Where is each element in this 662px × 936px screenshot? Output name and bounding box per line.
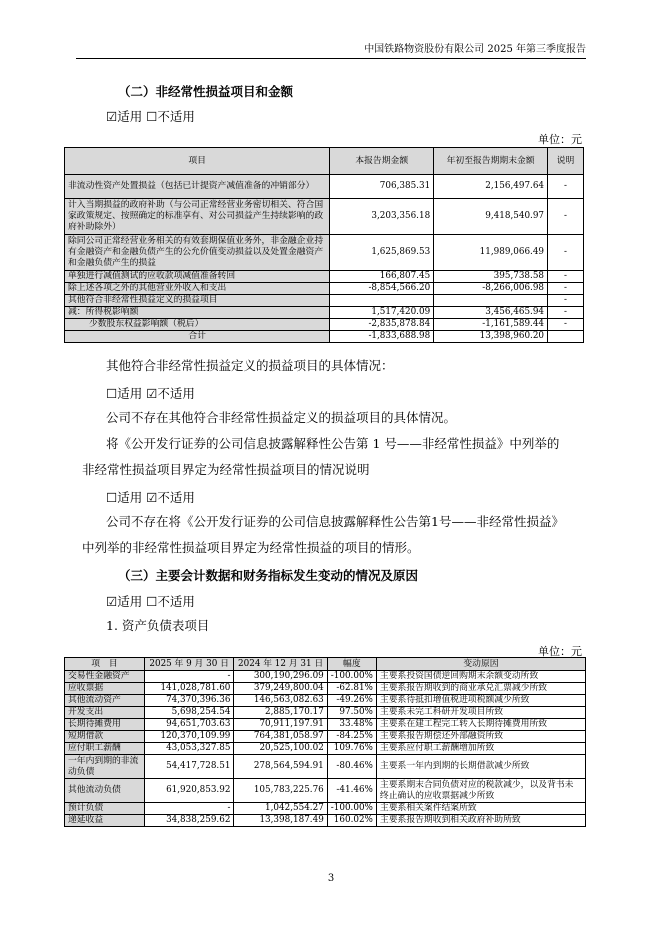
row-ytd: 9,418,540.97: [434, 199, 548, 235]
explain-text-line1: 公司不存在将《公开发行证券的公司信息披露解释性公告第1号——非经常性损益》: [106, 514, 564, 529]
row-ytd: 395,738.58: [434, 271, 548, 283]
row-current: -2,835,878.84: [330, 319, 434, 331]
other-title: 其他符合非经常性损益定义的损益项目的具体情况：: [106, 358, 394, 373]
row-reason: 主要系未完工科研开发项目所致: [376, 707, 585, 719]
row-reason: 主要系相关案件结案所致: [376, 803, 585, 815]
row-name: 其他流动负债: [65, 779, 145, 803]
row-ytd: 11,989,066.49: [434, 235, 548, 271]
row-value-2025: 120,370,109.99: [144, 731, 234, 743]
row-value-2025: 54,417,728.51: [144, 755, 234, 779]
row-note: -: [548, 295, 584, 307]
row-name: 非流动性资产处置损益（包括已计提资产减值准备的冲销部分）: [65, 175, 330, 199]
row-value-2025: 94,651,703.63: [144, 719, 234, 731]
col-header: 项 目: [65, 658, 145, 671]
section3-subtitle: 1. 资产负债表项目: [106, 618, 210, 633]
row-change-pct: -100.00%: [327, 671, 376, 683]
col-header: 2025 年 9 月 30 日: [144, 658, 234, 671]
table-row: [65, 707, 586, 719]
col-header: 项目: [65, 148, 330, 175]
row-name: 应收票据: [65, 683, 145, 695]
row-change-pct: -62.81%: [327, 683, 376, 695]
col-header: 幅度: [327, 658, 376, 671]
page-number: 3: [327, 873, 335, 884]
row-value-2024: 70,911,197.91: [234, 719, 327, 731]
section3-title: （三）主要会计数据和财务指标发生变动的情况及原因: [118, 568, 419, 583]
row-name: 合计: [65, 331, 330, 343]
row-name: 其他符合非经常性损益定义的损益项目: [65, 295, 330, 307]
row-change-pct: 160.02%: [327, 815, 376, 827]
explain-line1: 将《公开发行证券的公司信息披露解释性公告第 1 号——非经常性损益》中列举的: [106, 436, 560, 451]
row-value-2024: 13,398,187.49: [234, 815, 327, 827]
table-row: [65, 779, 586, 803]
table-row: [65, 695, 586, 707]
table-row: [65, 755, 586, 779]
table-row: [65, 175, 584, 199]
table-row: [65, 283, 584, 295]
table-row: [65, 295, 584, 307]
row-reason: 主要系报告期偿还外部融资所致: [376, 731, 585, 743]
row-ytd: 13,398,960.20: [434, 331, 548, 343]
row-note: -: [548, 175, 584, 199]
row-reason: 主要系报告期收到的商业承兑汇票减少所致: [376, 683, 585, 695]
page-header: 中国铁路物资股份有限公司 2025 年第三季度报告: [76, 40, 586, 59]
col-header: 2024 年 12 月 31 日: [234, 658, 327, 671]
row-current: [330, 295, 434, 307]
table-row: [65, 199, 584, 235]
col-header: 本报告期金额: [330, 148, 434, 175]
row-change-pct: 33.48%: [327, 719, 376, 731]
row-name: 一年内到期的非流动负债: [65, 755, 145, 779]
row-reason: 主要系期末合同负债对应的税款减少，以及背书未终止确认的应收票据减少所致: [376, 779, 585, 803]
row-name: 短期借款: [65, 731, 145, 743]
explain-text-line2: 中列举的非经常性损益项目界定为经常性损益的项目的情形。: [82, 540, 420, 555]
section2-applicable: ☑适用 ☐不适用: [106, 109, 195, 124]
col-header: 说明: [548, 148, 584, 175]
table-header-row: [65, 148, 584, 175]
table-row: [65, 683, 586, 695]
row-note: -: [548, 235, 584, 271]
row-change-pct: 109.76%: [327, 743, 376, 755]
row-ytd: [434, 295, 548, 307]
row-value-2024: 20,525,100.02: [234, 743, 327, 755]
table-row: [65, 803, 586, 815]
other-text: 公司不存在其他符合非经常性损益定义的损益项目的具体情况。: [106, 410, 457, 425]
table-row: [65, 719, 586, 731]
row-name: 单独进行减值测试的应收款项减值准备转回: [65, 271, 330, 283]
row-change-pct: -49.26%: [327, 695, 376, 707]
row-name: 递延收益: [65, 815, 145, 827]
table-row: [65, 235, 584, 271]
col-header: 年初至报告期期末金额: [434, 148, 548, 175]
row-name: 除同公司正常经营业务相关的有效套期保值业务外，非金融企业持有金融资产和金融负债产生的公允价值变动损益以及处置金融资产和金融负债产生的损益: [65, 235, 330, 271]
section2-unit: 单位：元: [538, 133, 582, 146]
row-current: 166,807.45: [330, 271, 434, 283]
row-note: -: [548, 199, 584, 235]
row-current: 3,203,356.18: [330, 199, 434, 235]
row-value-2024: 1,042,554.27: [234, 803, 327, 815]
table-header-row: [65, 658, 586, 671]
row-value-2024: 278,564,594.91: [234, 755, 327, 779]
row-value-2025: -: [144, 803, 234, 815]
row-change-pct: -84.25%: [327, 731, 376, 743]
row-current: 1,625,869.53: [330, 235, 434, 271]
row-change-pct: -80.46%: [327, 755, 376, 779]
row-name: 预计负债: [65, 803, 145, 815]
row-current: -1,833,688.98: [330, 331, 434, 343]
row-value-2025: 5,698,254.54: [144, 707, 234, 719]
row-note: -: [548, 319, 584, 331]
row-reason: 主要系报告期收到相关政府补助所致: [376, 815, 585, 827]
section2-title: （二）非经常性损益项目和金额: [118, 84, 294, 99]
row-value-2024: 146,563,082.63: [234, 695, 327, 707]
section3-unit: 单位：元: [538, 645, 582, 658]
row-note: [548, 331, 584, 343]
row-value-2024: 379,249,800.04: [234, 683, 327, 695]
explain-applicable: ☐适用 ☑不适用: [106, 490, 195, 505]
row-current: -8,854,566.20: [330, 283, 434, 295]
row-note: -: [548, 271, 584, 283]
table-row: [65, 731, 586, 743]
table-row: [65, 319, 584, 331]
table-row: [65, 815, 586, 827]
row-change-pct: 97.50%: [327, 707, 376, 719]
explain-line2: 非经常性损益项目界定为经常性损益项目的情况说明: [82, 462, 370, 477]
row-ytd: -1,161,589.44: [434, 319, 548, 331]
row-value-2025: 141,028,781.60: [144, 683, 234, 695]
row-name: 计入当期损益的政府补助（与公司正常经营业务密切相关、符合国家政策规定、按照确定的标准享有、对公司损益产生持续影响的政府补助除外）: [65, 199, 330, 235]
row-reason: 主要系应付职工薪酬增加所致: [376, 743, 585, 755]
row-value-2025: 34,838,259.62: [144, 815, 234, 827]
row-ytd: 3,456,465.94: [434, 307, 548, 319]
row-change-pct: -41.46%: [327, 779, 376, 803]
row-ytd: -8,266,006.98: [434, 283, 548, 295]
table-row: [65, 307, 584, 319]
row-value-2025: 61,920,853.92: [144, 779, 234, 803]
nonrecurring-table: [64, 147, 584, 343]
row-change-pct: -100.00%: [327, 803, 376, 815]
table-row: [65, 743, 586, 755]
col-header: 变动原因: [376, 658, 585, 671]
row-value-2024: 2,885,170.17: [234, 707, 327, 719]
balance-sheet-table: [64, 657, 586, 827]
row-name: 应付职工薪酬: [65, 743, 145, 755]
row-note: -: [548, 283, 584, 295]
row-current: 706,385.31: [330, 175, 434, 199]
row-value-2024: 764,381,058.97: [234, 731, 327, 743]
row-value-2025: -: [144, 671, 234, 683]
row-reason: 主要系待抵扣增值税进项税额减少所致: [376, 695, 585, 707]
row-value-2025: 43,053,327.85: [144, 743, 234, 755]
row-note: -: [548, 307, 584, 319]
row-name: 除上述各项之外的其他营业外收入和支出: [65, 283, 330, 295]
table-total-row: [65, 331, 584, 343]
row-name: 减：所得税影响额: [65, 307, 330, 319]
section3-applicable: ☑适用 ☐不适用: [106, 594, 195, 609]
row-name: 其他流动资产: [65, 695, 145, 707]
row-name: 开发支出: [65, 707, 145, 719]
row-name: 少数股东权益影响额（税后）: [65, 319, 330, 331]
row-name: 交易性金融资产: [65, 671, 145, 683]
row-reason: 主要系在建工程完工转入长期待摊费用所致: [376, 719, 585, 731]
table-row: [65, 671, 586, 683]
row-value-2025: 74,370,396.36: [144, 695, 234, 707]
row-reason: 主要系一年内到期的长期借款减少所致: [376, 755, 585, 779]
row-value-2024: 300,190,296.09: [234, 671, 327, 683]
row-value-2024: 105,783,225.76: [234, 779, 327, 803]
row-ytd: 2,156,497.64: [434, 175, 548, 199]
other-applicable: ☐适用 ☑不适用: [106, 386, 195, 401]
row-current: 1,517,420.09: [330, 307, 434, 319]
table-row: [65, 271, 584, 283]
row-name: 长期待摊费用: [65, 719, 145, 731]
row-reason: 主要系投资国债逆回购期末余额变动所致: [376, 671, 585, 683]
